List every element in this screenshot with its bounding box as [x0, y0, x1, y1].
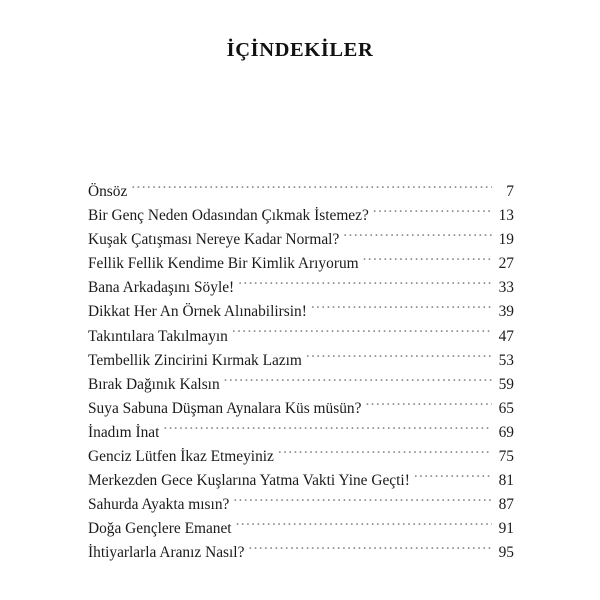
- toc-entry-title: Genciz Lütfen İkaz Etmeyiniz: [88, 448, 274, 466]
- toc-entry[interactable]: [88, 493, 514, 517]
- toc-entry-page-number: 19: [498, 231, 514, 249]
- dot-leader: [311, 301, 492, 316]
- toc-entry-title: Dikkat Her An Örnek Alınabilirsin!: [88, 303, 307, 321]
- toc-list: [88, 180, 514, 566]
- dot-leader: [236, 518, 492, 533]
- toc-entry-title: Doğa Gençlere Emanet: [88, 520, 232, 538]
- toc-entry-title: Bana Arkadaşını Söyle!: [88, 279, 235, 297]
- toc-entry[interactable]: [88, 541, 514, 565]
- toc-entry[interactable]: [88, 517, 514, 541]
- toc-entry[interactable]: [88, 228, 514, 252]
- toc-entry-page-number: 69: [498, 423, 514, 441]
- toc-entry-title: Sahurda Ayakta mısın?: [88, 496, 230, 514]
- dot-leader: [414, 470, 492, 485]
- toc-entry[interactable]: [88, 276, 514, 300]
- toc-entry-page-number: 91: [498, 520, 514, 538]
- toc-entry-title: Önsöz: [88, 183, 128, 200]
- toc-entry[interactable]: [88, 421, 514, 445]
- toc-entry-page-number: 59: [498, 375, 514, 393]
- dot-leader: [373, 205, 492, 220]
- toc-entry[interactable]: [88, 445, 514, 469]
- dot-leader: [163, 422, 492, 437]
- toc-entry[interactable]: [88, 373, 514, 397]
- toc-entry[interactable]: [88, 180, 514, 204]
- toc-entry-title: Bırak Dağınık Kalsın: [88, 375, 220, 393]
- toc-entry-title: Tembellik Zincirini Kırmak Lazım: [88, 351, 302, 369]
- toc-entry-page-number: 81: [498, 472, 514, 490]
- toc-entry-title: İhtiyarlarla Aranız Nasıl?: [88, 544, 245, 562]
- toc-entry-page-number: 53: [498, 351, 514, 369]
- toc-entry-page-number: 75: [498, 448, 514, 466]
- toc-entry[interactable]: [88, 204, 514, 228]
- dot-leader: [224, 373, 492, 388]
- toc-entry[interactable]: [88, 300, 514, 324]
- toc-entry-page-number: 39: [498, 303, 514, 321]
- toc-entry-page-number: 7: [506, 183, 514, 200]
- dot-leader: [232, 325, 492, 340]
- toc-entry-title: Suya Sabuna Düşman Aynalara Küs müsün?: [88, 399, 362, 417]
- dot-leader: [363, 253, 492, 268]
- toc-entry[interactable]: [88, 397, 514, 421]
- dot-leader: [233, 494, 492, 509]
- dot-leader: [365, 397, 492, 412]
- dot-leader: [343, 229, 492, 244]
- toc-entry-page-number: 95: [498, 544, 514, 562]
- dot-leader: [248, 542, 492, 557]
- toc-entry-title: Fellik Fellik Kendime Bir Kimlik Arıyorum: [88, 255, 359, 273]
- toc-entry-title: Merkezden Gece Kuşlarına Yatma Vakti Yine Geçti!: [88, 472, 410, 490]
- dot-leader: [131, 181, 492, 196]
- toc-entry-title: Bir Genç Neden Odasından Çıkmak İstemez?: [88, 207, 369, 225]
- toc-entry[interactable]: [88, 325, 514, 349]
- dot-leader: [278, 446, 492, 461]
- dot-leader: [306, 349, 492, 364]
- toc-entry-page-number: 87: [498, 496, 514, 514]
- page-title: İÇİNDEKİLER: [226, 38, 374, 61]
- toc-entry-page-number: 13: [498, 207, 514, 225]
- toc-entry-page-number: 27: [498, 255, 514, 273]
- toc-entry[interactable]: [88, 469, 514, 493]
- toc-entry-page-number: 65: [498, 399, 514, 417]
- toc-entry-page-number: 33: [498, 279, 514, 297]
- toc-entry[interactable]: [88, 252, 514, 276]
- dot-leader: [238, 277, 492, 292]
- toc-entry-page-number: 47: [498, 327, 514, 345]
- toc-entry[interactable]: [88, 349, 514, 373]
- toc-entry-title: Kuşak Çatışması Nereye Kadar Normal?: [88, 231, 340, 249]
- toc-entry-title: İnadım İnat: [88, 423, 160, 441]
- toc-entry-title: Takıntılara Takılmayın: [88, 327, 228, 345]
